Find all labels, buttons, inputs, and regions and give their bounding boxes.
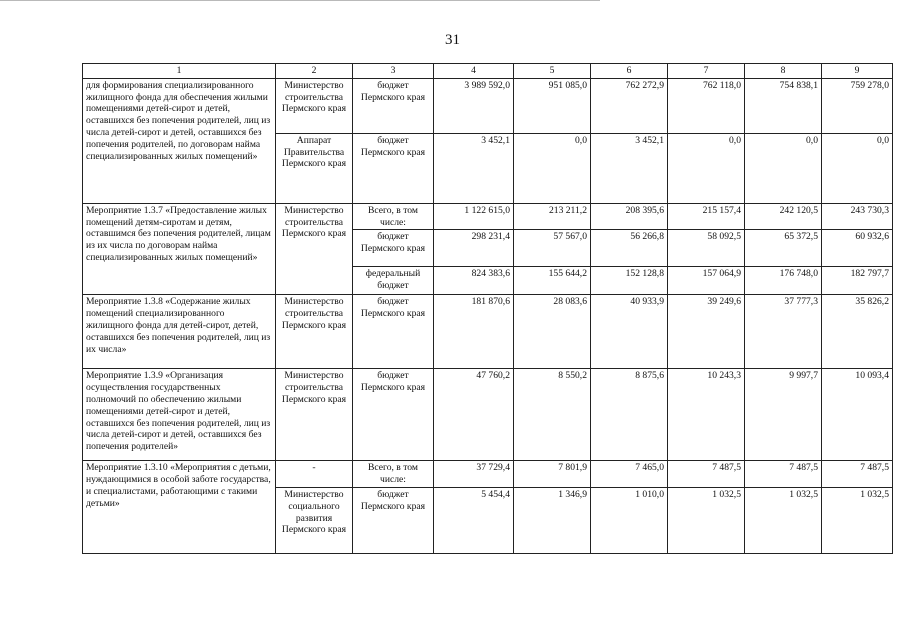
- col-header: 9: [822, 64, 893, 79]
- value-cell: 7 487,5: [668, 461, 745, 488]
- value-cell: 1 346,9: [514, 487, 591, 553]
- table-row: [83, 78, 893, 133]
- value-cell: 8 550,2: [514, 369, 591, 461]
- top-border-line: [0, 0, 600, 1]
- measure-description: Мероприятие 1.3.8 «Содержание жилых помещений специализированного жилищного фонда для детей-сирот, детей, оставшихся без попечения родителей, лиц из их числа»: [83, 295, 276, 369]
- value-cell: 754 838,1: [745, 78, 822, 133]
- source-cell: бюджет Пермского края: [353, 487, 434, 553]
- value-cell: 57 567,0: [514, 230, 591, 267]
- col-header: 8: [745, 64, 822, 79]
- value-cell: 824 383,6: [434, 267, 514, 295]
- value-cell: 7 487,5: [745, 461, 822, 488]
- value-cell: 181 870,6: [434, 295, 514, 369]
- column-header-row: [83, 64, 893, 79]
- value-cell: 7 465,0: [591, 461, 668, 488]
- value-cell: 0,0: [745, 133, 822, 203]
- value-cell: 60 932,6: [822, 230, 893, 267]
- value-cell: 215 157,4: [668, 203, 745, 230]
- budget-table: [82, 63, 893, 554]
- source-cell: бюджет Пермского края: [353, 78, 434, 133]
- col-header: 5: [514, 64, 591, 79]
- source-cell: бюджет Пермского края: [353, 230, 434, 267]
- value-cell: 298 231,4: [434, 230, 514, 267]
- value-cell: 213 211,2: [514, 203, 591, 230]
- value-cell: 3 989 592,0: [434, 78, 514, 133]
- value-cell: 762 272,9: [591, 78, 668, 133]
- value-cell: 28 083,6: [514, 295, 591, 369]
- value-cell: 58 092,5: [668, 230, 745, 267]
- executor-cell: Аппарат Правительства Пермского края: [276, 133, 353, 203]
- executor-cell: Министерство строительства Пермского края: [276, 78, 353, 133]
- value-cell: 1 010,0: [591, 487, 668, 553]
- source-cell: федеральный бюджет: [353, 267, 434, 295]
- value-cell: 35 826,2: [822, 295, 893, 369]
- value-cell: 152 128,8: [591, 267, 668, 295]
- value-cell: 7 801,9: [514, 461, 591, 488]
- value-cell: 5 454,4: [434, 487, 514, 553]
- col-header: 1: [83, 64, 276, 79]
- value-cell: 47 760,2: [434, 369, 514, 461]
- value-cell: 56 266,8: [591, 230, 668, 267]
- value-cell: 0,0: [514, 133, 591, 203]
- value-cell: 157 064,9: [668, 267, 745, 295]
- table-row: [83, 369, 893, 461]
- source-cell: Всего, в том числе:: [353, 203, 434, 230]
- col-header: 6: [591, 64, 668, 79]
- executor-cell: Министерство строительства Пермского края: [276, 203, 353, 295]
- executor-cell: -: [276, 461, 353, 488]
- value-cell: 10 243,3: [668, 369, 745, 461]
- value-cell: 1 122 615,0: [434, 203, 514, 230]
- value-cell: 39 249,6: [668, 295, 745, 369]
- value-cell: 10 093,4: [822, 369, 893, 461]
- value-cell: 1 032,5: [745, 487, 822, 553]
- col-header: 7: [668, 64, 745, 79]
- value-cell: 951 085,0: [514, 78, 591, 133]
- value-cell: 37 777,3: [745, 295, 822, 369]
- value-cell: 762 118,0: [668, 78, 745, 133]
- value-cell: 40 933,9: [591, 295, 668, 369]
- col-header: 4: [434, 64, 514, 79]
- table-row: [83, 461, 893, 488]
- measure-description: Мероприятие 1.3.9 «Организация осуществления государственных полномочий по обеспечению жилыми помещениями детей-сирот и детей, оставшихся без попечения родителей, лиц из числа детей-сирот и детей, оставшихся без попечения родителей»: [83, 369, 276, 461]
- value-cell: 0,0: [822, 133, 893, 203]
- measure-description: для формирования специализированного жилищного фонда для обеспечения жилыми помещениями детей-сирот и детей, оставшихся без попечения родителей, лиц из числа детей-сирот и детей, оставшихся без попечения родителей, по договорам найма специализированных жилых помещений»: [83, 78, 276, 203]
- executor-cell: Министерство социального развития Пермского края: [276, 487, 353, 553]
- value-cell: 7 487,5: [822, 461, 893, 488]
- value-cell: 37 729,4: [434, 461, 514, 488]
- source-cell: бюджет Пермского края: [353, 369, 434, 461]
- measure-description: Мероприятие 1.3.10 «Мероприятия с детьми, нуждающимися в особой заботе государства, и специалистами, работающими с такими детьми»: [83, 461, 276, 554]
- executor-cell: Министерство строительства Пермского края: [276, 295, 353, 369]
- table-row: [83, 295, 893, 369]
- value-cell: 176 748,0: [745, 267, 822, 295]
- page-number: 31: [445, 32, 460, 48]
- value-cell: 182 797,7: [822, 267, 893, 295]
- value-cell: 65 372,5: [745, 230, 822, 267]
- executor-cell: Министерство строительства Пермского края: [276, 369, 353, 461]
- source-cell: бюджет Пермского края: [353, 133, 434, 203]
- value-cell: 1 032,5: [668, 487, 745, 553]
- table-row: [83, 203, 893, 230]
- col-header: 2: [276, 64, 353, 79]
- value-cell: 9 997,7: [745, 369, 822, 461]
- value-cell: 8 875,6: [591, 369, 668, 461]
- measure-description: Мероприятие 1.3.7 «Предоставление жилых помещений детям-сиротам и детям, оставшимся без попечения родителей, лицам из их числа по договорам найма специализированных жилых помещений»: [83, 203, 276, 295]
- source-cell: Всего, в том числе:: [353, 461, 434, 488]
- value-cell: 3 452,1: [434, 133, 514, 203]
- source-cell: бюджет Пермского края: [353, 295, 434, 369]
- value-cell: 242 120,5: [745, 203, 822, 230]
- value-cell: 243 730,3: [822, 203, 893, 230]
- value-cell: 759 278,0: [822, 78, 893, 133]
- value-cell: 0,0: [668, 133, 745, 203]
- col-header: 3: [353, 64, 434, 79]
- value-cell: 1 032,5: [822, 487, 893, 553]
- value-cell: 208 395,6: [591, 203, 668, 230]
- value-cell: 155 644,2: [514, 267, 591, 295]
- value-cell: 3 452,1: [591, 133, 668, 203]
